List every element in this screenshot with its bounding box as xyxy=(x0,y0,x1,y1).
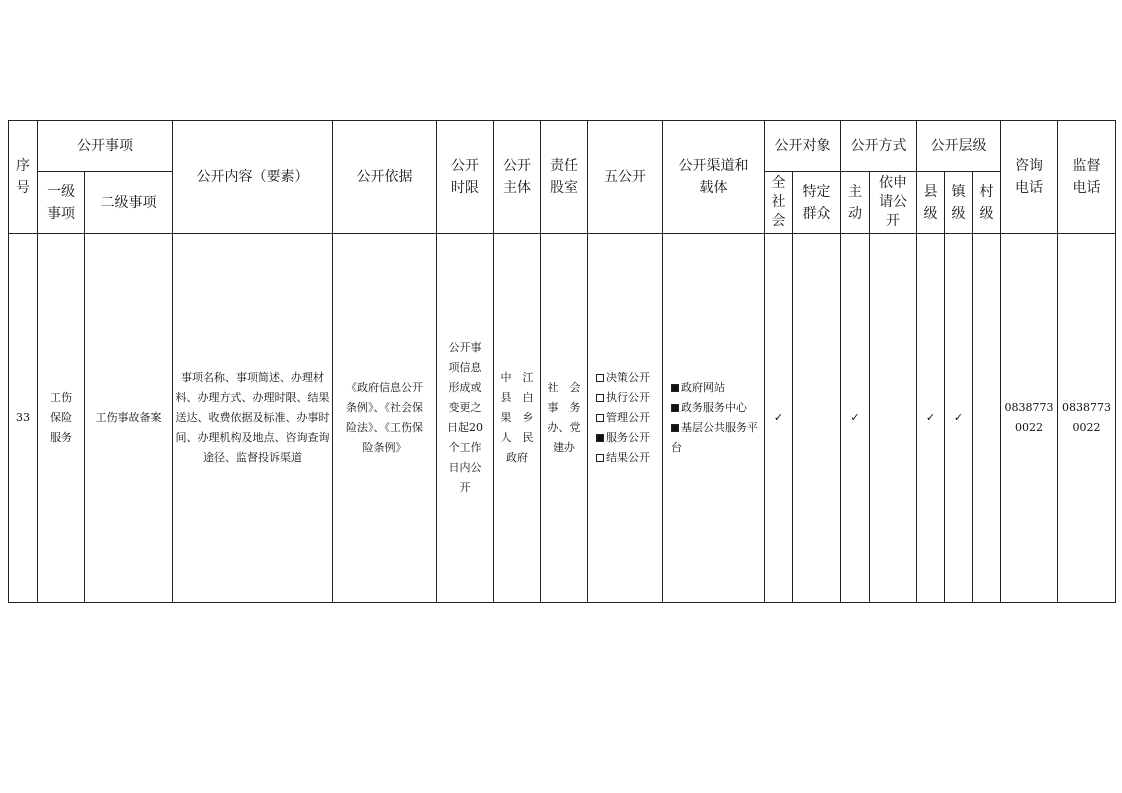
five-item: 管理公开 xyxy=(588,408,662,428)
channel-checkbox xyxy=(671,384,679,392)
check-level-town: ✓ xyxy=(945,234,973,603)
channel-item: 基层公共服务平台 xyxy=(671,421,758,454)
header-method-apply: 依申 请公 开 xyxy=(870,172,917,234)
row-consult-phone: 0838773 0022 xyxy=(1001,234,1058,603)
header-content: 公开内容（要素） xyxy=(173,121,333,234)
header-basis: 公开依据 xyxy=(333,121,437,234)
header-target: 公开对象 xyxy=(765,121,841,172)
header-dept: 责任 股室 xyxy=(541,121,588,234)
disclosure-table xyxy=(8,120,1116,603)
five-checkbox xyxy=(596,374,604,382)
header-target-all: 全 社 会 xyxy=(765,172,793,234)
five-item: 服务公开 xyxy=(588,428,662,448)
five-item: 结果公开 xyxy=(588,448,662,468)
check-target-specific xyxy=(793,234,841,603)
row-level2: 工伤事故备案 xyxy=(85,234,173,603)
channel-item: 政府网站 xyxy=(663,378,764,398)
header-seq: 序 号 xyxy=(9,121,38,234)
header-target-specific: 特定 群众 xyxy=(793,172,841,234)
row-time-limit: 公开事 项信息 形成或 变更之 日起20 个工作 日内公 开 xyxy=(437,234,494,603)
five-checkbox xyxy=(596,394,604,402)
header-method: 公开方式 xyxy=(841,121,917,172)
row-five xyxy=(588,234,663,603)
check-level-village xyxy=(973,234,1001,603)
header-five: 五公开 xyxy=(588,121,663,234)
row-content: 事项名称、事项简述、办理材料、办理方式、办理时限、结果送达、收费依据及标准、办事时间、办理机构及地点、咨询查询途径、监督投诉渠道 xyxy=(173,234,333,603)
header-gkxm: 公开事项 xyxy=(38,121,173,172)
row-level1: 工伤 保险 服务 xyxy=(38,234,85,603)
five-checkbox xyxy=(596,454,604,462)
row-basis: 《政府信息公开条例》、《社会保险法》、《工伤保险条例》 xyxy=(333,234,437,603)
row-subject: 中 江 县 白 果 乡 人 民 政府 xyxy=(494,234,541,603)
header-level: 公开层级 xyxy=(917,121,1001,172)
header-consult: 咨询 电话 xyxy=(1001,121,1058,234)
check-method-active: ✓ xyxy=(841,234,870,603)
row-supervise-phone: 0838773 0022 xyxy=(1058,234,1116,603)
check-level-county: ✓ xyxy=(917,234,945,603)
check-method-apply xyxy=(870,234,917,603)
row-seq: 33 xyxy=(9,234,38,603)
header-method-active: 主 动 xyxy=(841,172,870,234)
row-channel xyxy=(663,234,765,603)
channel-checkbox xyxy=(671,424,679,432)
header-level-county: 县 级 xyxy=(917,172,945,234)
check-target-all: ✓ xyxy=(765,234,793,603)
channel-item: 政务服务中心 xyxy=(663,398,764,418)
header-subject: 公开 主体 xyxy=(494,121,541,234)
header-channel: 公开渠道和 载体 xyxy=(663,121,765,234)
five-checkbox xyxy=(596,434,604,442)
five-item: 决策公开 xyxy=(588,368,662,388)
header-time-limit: 公开 时限 xyxy=(437,121,494,234)
header-level2: 二级事项 xyxy=(85,172,173,234)
header-level-village: 村 级 xyxy=(973,172,1001,234)
channel-checkbox xyxy=(671,404,679,412)
header-level1: 一级 事项 xyxy=(38,172,85,234)
table-row xyxy=(9,234,1116,603)
row-dept: 社 会 事 务 办、党 建办 xyxy=(541,234,588,603)
header-level-town: 镇 级 xyxy=(945,172,973,234)
five-item: 执行公开 xyxy=(588,388,662,408)
five-checkbox xyxy=(596,414,604,422)
header-supervise: 监督 电话 xyxy=(1058,121,1116,234)
